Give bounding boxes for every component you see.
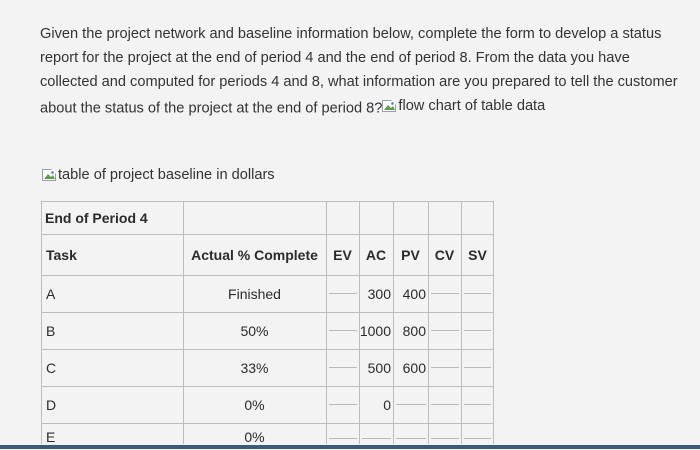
header-actual-complete: Actual % Complete	[191, 246, 318, 263]
row-a-actual: Finished	[228, 285, 281, 302]
question-line-1: Given the project network and baseline information below, complete the form to develop a status	[40, 26, 662, 42]
row-e-task: E	[46, 428, 56, 445]
flowchart-image-alt: flow chart of table data	[398, 98, 546, 114]
row-b-ac: 1000	[359, 322, 391, 339]
blank-line	[396, 438, 426, 439]
question-text	[40, 22, 700, 121]
row-a-task: A	[46, 285, 56, 302]
baseline-table-image	[42, 167, 275, 183]
row-d-task: D	[46, 396, 57, 413]
blank-line	[464, 404, 491, 405]
header-cv: CV	[434, 246, 455, 263]
row-c-pv: 600	[402, 359, 426, 376]
broken-image-icon	[42, 169, 57, 182]
blank-line	[464, 330, 491, 331]
baseline-table-alt: table of project baseline in dollars	[58, 167, 275, 183]
blank-line	[329, 293, 357, 294]
blank-line	[396, 404, 426, 405]
question-line-4	[40, 94, 700, 121]
header-task: Task	[46, 246, 77, 263]
row-b-pv: 800	[402, 322, 426, 339]
bottom-bar	[0, 445, 700, 449]
blank-line	[329, 438, 357, 439]
row-e-actual: 0%	[244, 428, 265, 445]
blank-line	[431, 438, 459, 439]
blank-line	[464, 367, 491, 368]
status-table	[41, 201, 494, 444]
blank-line	[431, 404, 459, 405]
blank-line	[329, 404, 357, 405]
blank-line	[431, 367, 459, 368]
row-a-pv: 400	[402, 285, 426, 302]
flowchart-image	[382, 94, 545, 118]
broken-image-icon	[382, 100, 397, 113]
blank-line	[329, 330, 357, 331]
blank-line	[329, 367, 357, 368]
header-ac: AC	[365, 246, 387, 263]
header-sv: SV	[468, 246, 487, 263]
row-b-actual: 50%	[240, 322, 269, 339]
blank-line	[431, 330, 459, 331]
blank-line	[431, 293, 459, 294]
row-a-ac: 300	[367, 285, 391, 302]
header-pv: PV	[401, 246, 420, 263]
row-c-task: C	[46, 359, 57, 376]
question-line-3: collected and computed for periods 4 and 8, what information are you prepared to tell the customer	[40, 74, 678, 90]
question-line-4-text: about the status of the project at the end of period 8?	[40, 100, 383, 117]
blank-line	[464, 438, 491, 439]
blank-line	[362, 438, 391, 439]
period-label: End of Period 4	[45, 209, 148, 226]
row-d-actual: 0%	[244, 396, 265, 413]
row-b-task: B	[46, 322, 56, 339]
question-line-2: report for the project at the end of period 4 and the end of period 8. From the data you have	[40, 50, 630, 66]
blank-line	[464, 293, 491, 294]
header-ev: EV	[333, 246, 352, 263]
row-d-ac: 0	[383, 396, 391, 413]
row-c-actual: 33%	[240, 359, 269, 376]
row-c-ac: 500	[367, 359, 391, 376]
